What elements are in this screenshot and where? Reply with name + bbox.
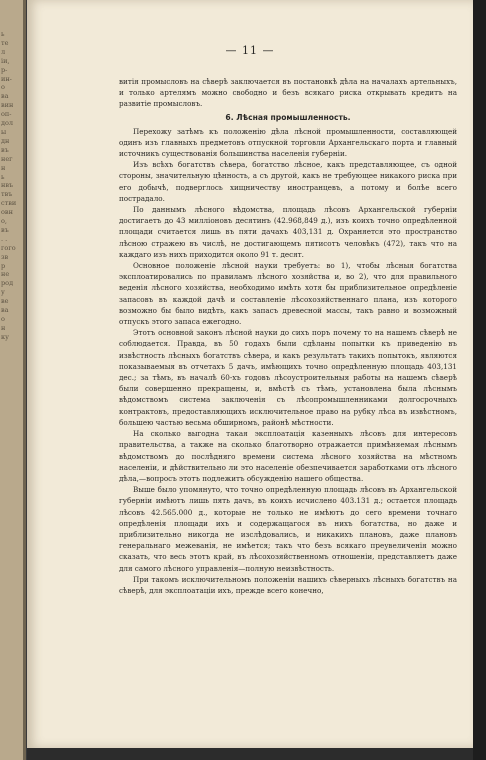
- paragraph: Перехожу затѣмъ къ положенію дѣла лѣсной промышленности, составляющей одинъ изъ главныхъ предметовъ отпускной торговли Архангельскаго порта и главный источникъ существованія большинства населенія губерніи.: [119, 126, 457, 159]
- document-page: [27, 0, 473, 748]
- section-heading: 6. Лѣсная промышленность.: [225, 112, 351, 122]
- paragraph: Основное положеніе лѣсной науки требуетъ: во 1), чтобы лѣсныя богатства эксплоатировались по правиламъ лѣсного хозяйства и, во 2), что для правильного веденія лѣсного хозяйства, необходимо имѣть хотя бы приблизительное опредѣленіе запасовъ въ каждой дачѣ и составленіе лѣсохозяйственнаго плана, изъ которого возможно бы было видѣть, какъ запасъ древесной массы, такъ равно и возможный отпускъ этого запаса ежегодно.: [119, 261, 457, 327]
- scan-background-bottom: [27, 748, 473, 760]
- page-body: [119, 76, 457, 596]
- paragraph: Выше было упомянуто, что точно опредѣленную площадь лѣсовъ въ Архангельской губерніи имѣютъ лишь пять дачъ, въ коихъ исчислено 403.131 д.; остается площадь лѣсовъ 42.565.000 д., которые не только не имѣютъ до сего времени точнаго опредѣленія площади ихъ и содержащагося въ нихъ богатства, но даже и приблизительно никогда не изслѣдовались, и никакихъ плановъ, даже плановъ генеральнаго межеванія, не имѣется; такъ что безъ всякаго преувеличенія можно сказать, что весь этотъ край, въ лѣсохозяйственномъ отношеніи, представляетъ даже для самого лѣсного управленія—полную неизвѣстность.: [119, 485, 457, 573]
- book-gutter: [23, 0, 26, 760]
- paragraph: На сколько выгодна такая эксплоатація казенныхъ лѣсовъ для интересовъ правительства, а также на сколько благотворно отражается примѣняемая лѣснымъ вѣдомствомъ до послѣдняго времени система лѣсного хозяйства на мѣстномъ населеніи, и дѣйствительно ли это населеніе обезпечивается заработками отъ лѣсного дѣла,—вопросъ этотъ подлежитъ обсужденію нашего общества.: [119, 429, 457, 483]
- paragraph: При такомъ исключительномъ положеніи нашихъ сѣверныхъ лѣсныхъ богатствъ на сѣверѣ, для эксплоатаціи ихъ, прежде всего конечно,: [119, 574, 457, 595]
- paragraph: Этотъ основной законъ лѣсной науки до сихъ поръ почему то на нашемъ сѣверѣ не соблюдается. Правда, въ 50 годахъ были сдѣланы попытки къ приведенію въ извѣстность лѣсныхъ богатствъ сѣвера, и какъ результатъ такихъ попытокъ, являются показываемыя въ отчетахъ 5 дачъ, имѣющихъ точно опредѣленную площадь 403,131 дес.; за тѣмъ, въ началѣ 60-хъ годовъ лѣсоустроительныя работы на нашемъ сѣверѣ были совершенно прекращены, и, вмѣстѣ съ тѣмъ, установлена была лѣснымъ вѣдомствомъ система заключенія съ лѣсопромышленниками долгосрочныхъ контрактовъ, предоставляющихъ исключительное право на рубку лѣса въ извѣстномъ, большею частью весьма обширномъ, районѣ мѣстности.: [119, 328, 457, 427]
- paragraph: Изъ всѣхъ богатствъ сѣвера, богатство лѣсное, какъ представляющее, съ одной стороны, значительную цѣнность, а съ другой, какъ не требующее никакого риска при его добычѣ, подверглось хищничеству иностранцевъ, а потому и болѣе всего пострадало.: [119, 160, 457, 203]
- facing-page-edge: [0, 0, 26, 760]
- paragraph-continued: витія промысловъ на сѣверѣ заключается въ постановкѣ дѣла на началахъ артельныхъ, и только артелямъ можно свободно и безъ всякаго риска открывать кредитъ на развитіе промысловъ.: [119, 77, 457, 109]
- page-number: — 11 —: [225, 44, 275, 57]
- paragraph: По даннымъ лѣсного вѣдомства, площадь лѣсовъ Архангельской губерніи достигаетъ до 43 милліоновъ десятинъ (42.968,849 д.), изъ коихъ точно опредѣленной площади считается лишь въ пяти дачахъ 403,131 д. Охраняется это пространство лѣсною стражею въ числѣ, не достигающемъ пятисотъ человѣкъ (472), такъ что на каждаго изъ нихъ приходится около 91 т. десят.: [119, 205, 457, 259]
- scan-background-right: [473, 0, 486, 760]
- facing-page-text-fragments: ь те л іи, р- ин- о ва вин оп- дол ы дн въ нег н ь нвъ твъ стви овн о, въ . . гого зв р не род у ве ва о н ку: [1, 30, 17, 341]
